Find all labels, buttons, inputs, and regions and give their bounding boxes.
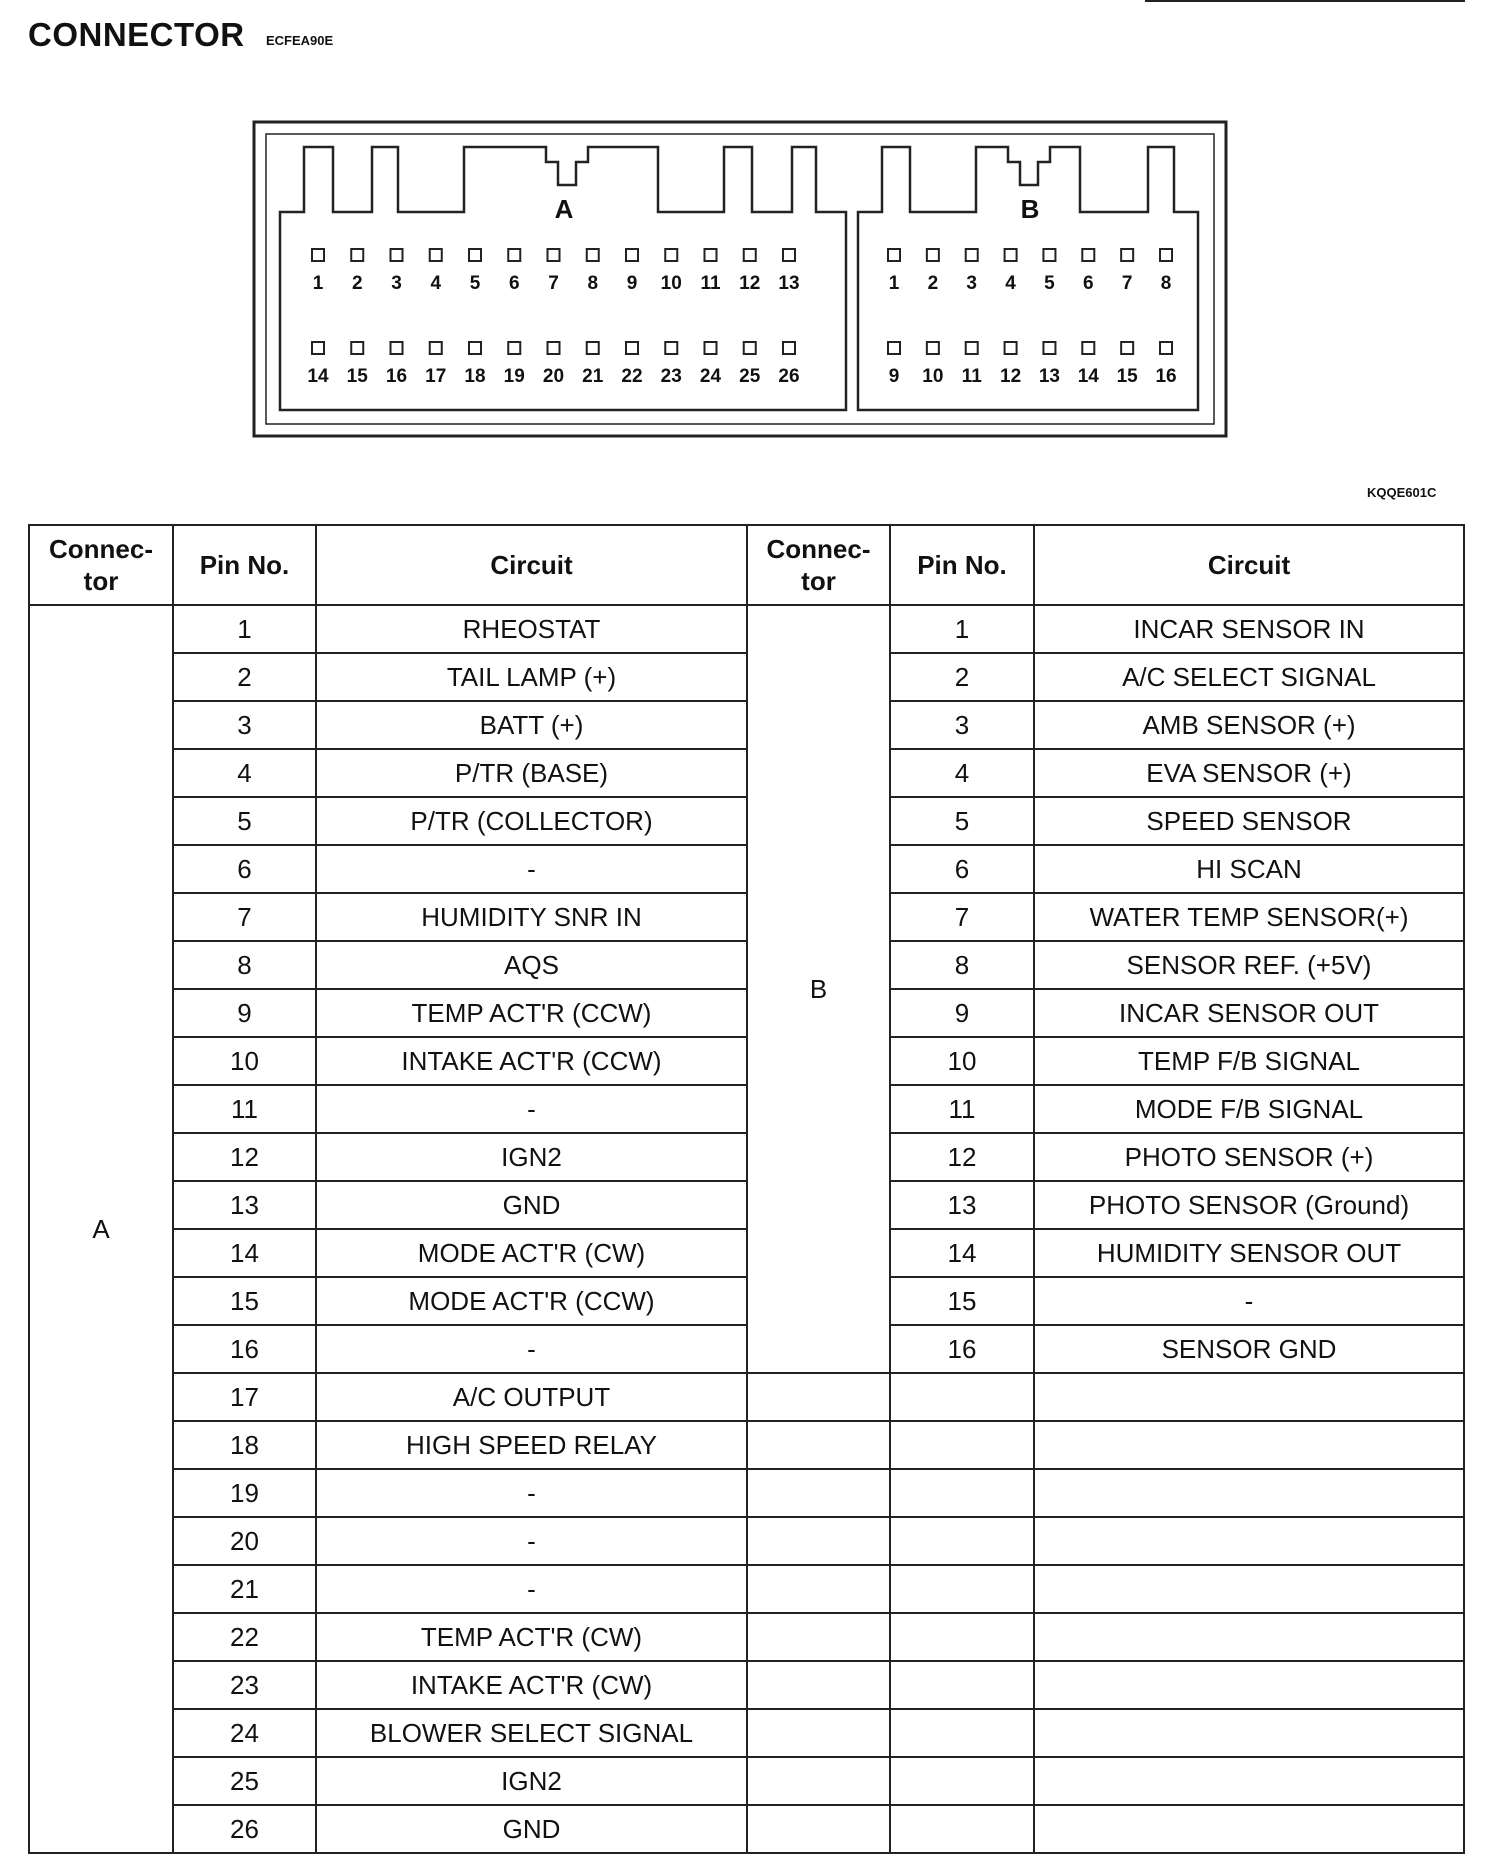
connector-a-pin-socket xyxy=(508,249,520,261)
pin-number-a: 15 xyxy=(173,1277,316,1325)
circuit-a: - xyxy=(316,1517,747,1565)
circuit-b: HUMIDITY SENSOR OUT xyxy=(1034,1229,1464,1277)
pin-table xyxy=(28,524,1465,1854)
pin-number-b: 11 xyxy=(890,1085,1034,1133)
connector-b-pin-number: 12 xyxy=(1000,366,1022,387)
table-row xyxy=(29,1661,1464,1709)
circuit-a: BLOWER SELECT SIGNAL xyxy=(316,1709,747,1757)
connector-a-pin-number: 25 xyxy=(739,366,761,387)
connector-b-pin-number: 4 xyxy=(1005,273,1016,294)
circuit-b: A/C SELECT SIGNAL xyxy=(1034,653,1464,701)
pin-number-b: 6 xyxy=(890,845,1034,893)
empty-pin-cell xyxy=(890,1709,1034,1757)
connector-b-pin-socket xyxy=(888,342,900,354)
pin-number-a: 7 xyxy=(173,893,316,941)
circuit-a: IGN2 xyxy=(316,1757,747,1805)
circuit-a: INTAKE ACT'R (CW) xyxy=(316,1661,747,1709)
pin-number-b: 5 xyxy=(890,797,1034,845)
connector-a-pin-socket xyxy=(548,249,560,261)
connector-a-pin-number: 14 xyxy=(307,366,329,387)
connector-b-pin-socket xyxy=(966,249,978,261)
circuit-b: SPEED SENSOR xyxy=(1034,797,1464,845)
connector-a-pin-number: 7 xyxy=(548,273,559,294)
connector-b-housing xyxy=(858,147,1198,410)
connector-b-pin-number: 5 xyxy=(1044,273,1055,294)
connector-b-pin-number: 14 xyxy=(1077,366,1099,387)
connector-a-pin-socket xyxy=(351,342,363,354)
connector-b-pin-socket xyxy=(927,342,939,354)
pin-number-a: 5 xyxy=(173,797,316,845)
connector-a-pin-socket xyxy=(626,249,638,261)
connector-b-pin-socket xyxy=(1005,342,1017,354)
header-connector-a: Connec- tor xyxy=(29,525,173,605)
table-row xyxy=(29,701,1464,749)
empty-pin-cell xyxy=(890,1517,1034,1565)
circuit-a: - xyxy=(316,1325,747,1373)
table-row xyxy=(29,989,1464,1037)
pin-number-a: 9 xyxy=(173,989,316,1037)
connector-b-cell: B xyxy=(747,605,890,1373)
connector-b-pin-number: 16 xyxy=(1155,366,1177,387)
connector-a-pin-number: 12 xyxy=(739,273,761,294)
connector-b-pin-socket xyxy=(888,249,900,261)
connector-b-pin-socket xyxy=(1005,249,1017,261)
circuit-a: A/C OUTPUT xyxy=(316,1373,747,1421)
pin-number-b: 10 xyxy=(890,1037,1034,1085)
empty-connector-cell xyxy=(747,1517,890,1565)
table-row xyxy=(29,845,1464,893)
pin-number-a: 26 xyxy=(173,1805,316,1853)
connector-b-pin-socket xyxy=(1121,342,1133,354)
table-row xyxy=(29,1085,1464,1133)
table-row xyxy=(29,1229,1464,1277)
circuit-b: TEMP F/B SIGNAL xyxy=(1034,1037,1464,1085)
empty-circuit-cell xyxy=(1034,1565,1464,1613)
circuit-a: TAIL LAMP (+) xyxy=(316,653,747,701)
circuit-b: AMB SENSOR (+) xyxy=(1034,701,1464,749)
connector-a-pin-socket xyxy=(469,342,481,354)
circuit-a: - xyxy=(316,1565,747,1613)
circuit-a: BATT (+) xyxy=(316,701,747,749)
pin-number-b: 14 xyxy=(890,1229,1034,1277)
table-row xyxy=(29,1709,1464,1757)
table-row xyxy=(29,1133,1464,1181)
table-row xyxy=(29,1421,1464,1469)
circuit-a: - xyxy=(316,1085,747,1133)
empty-connector-cell xyxy=(747,1757,890,1805)
connector-a-pin-number: 26 xyxy=(778,366,800,387)
connector-a-pin-socket xyxy=(744,342,756,354)
empty-pin-cell xyxy=(890,1421,1034,1469)
circuit-b: MODE F/B SIGNAL xyxy=(1034,1085,1464,1133)
empty-connector-cell xyxy=(747,1661,890,1709)
pin-number-a: 23 xyxy=(173,1661,316,1709)
table-row xyxy=(29,893,1464,941)
table-row xyxy=(29,605,1464,653)
connector-a-pin-socket xyxy=(548,342,560,354)
empty-connector-cell xyxy=(747,1373,890,1421)
connector-b-pin-number: 8 xyxy=(1160,273,1172,294)
connector-b-pin-number: 15 xyxy=(1116,366,1138,387)
empty-connector-cell xyxy=(747,1565,890,1613)
circuit-b: EVA SENSOR (+) xyxy=(1034,749,1464,797)
empty-connector-cell xyxy=(747,1613,890,1661)
connector-a-pin-socket xyxy=(744,249,756,261)
connector-b-pin-socket xyxy=(1043,249,1055,261)
pin-number-a: 19 xyxy=(173,1469,316,1517)
pin-number-a: 14 xyxy=(173,1229,316,1277)
empty-circuit-cell xyxy=(1034,1661,1464,1709)
connector-a-pin-number: 20 xyxy=(542,366,565,387)
circuit-b: SENSOR REF. (+5V) xyxy=(1034,941,1464,989)
connector-a-pin-number: 3 xyxy=(391,273,402,294)
connector-b-label: B xyxy=(1020,194,1040,224)
connector-b-pin-number: 1 xyxy=(888,273,900,294)
table-row xyxy=(29,941,1464,989)
pin-number-a: 8 xyxy=(173,941,316,989)
connector-b-pin-socket xyxy=(1082,249,1094,261)
connector-b-pin-number: 7 xyxy=(1121,273,1133,294)
header-pin-b: Pin No. xyxy=(890,525,1034,605)
pin-number-a: 13 xyxy=(173,1181,316,1229)
connector-a-pin-number: 13 xyxy=(778,273,800,294)
connector-a-pin-socket xyxy=(705,249,717,261)
circuit-b: INCAR SENSOR OUT xyxy=(1034,989,1464,1037)
pin-number-b: 13 xyxy=(890,1181,1034,1229)
empty-pin-cell xyxy=(890,1805,1034,1853)
circuit-a: TEMP ACT'R (CW) xyxy=(316,1613,747,1661)
circuit-a: - xyxy=(316,845,747,893)
circuit-b: PHOTO SENSOR (Ground) xyxy=(1034,1181,1464,1229)
connector-a-pin-socket xyxy=(391,249,403,261)
pin-number-a: 6 xyxy=(173,845,316,893)
table-row xyxy=(29,797,1464,845)
empty-connector-cell xyxy=(747,1709,890,1757)
connector-a-pin-socket xyxy=(587,249,599,261)
empty-circuit-cell xyxy=(1034,1709,1464,1757)
connector-a-pin-number: 1 xyxy=(312,273,324,294)
connector-a-pin-socket xyxy=(430,249,442,261)
pin-number-b: 1 xyxy=(890,605,1034,653)
circuit-a: HIGH SPEED RELAY xyxy=(316,1421,747,1469)
circuit-b: SENSOR GND xyxy=(1034,1325,1464,1373)
pin-number-a: 12 xyxy=(173,1133,316,1181)
document-code: ECFEA90E xyxy=(266,33,334,48)
connector-a-pin-number: 18 xyxy=(464,366,486,387)
empty-circuit-cell xyxy=(1034,1373,1464,1421)
pin-number-a: 11 xyxy=(173,1085,316,1133)
pin-number-a: 2 xyxy=(173,653,316,701)
empty-connector-cell xyxy=(747,1421,890,1469)
connector-a-pin-socket xyxy=(587,342,599,354)
pin-number-b: 12 xyxy=(890,1133,1034,1181)
pin-number-a: 25 xyxy=(173,1757,316,1805)
header-connector-b: Connec- tor xyxy=(747,525,890,605)
circuit-b: PHOTO SENSOR (+) xyxy=(1034,1133,1464,1181)
header-circuit-a: Circuit xyxy=(316,525,747,605)
empty-connector-cell xyxy=(747,1469,890,1517)
connector-b-pin-socket xyxy=(1121,249,1133,261)
circuit-a: P/TR (BASE) xyxy=(316,749,747,797)
table-row xyxy=(29,1037,1464,1085)
table-header-row xyxy=(29,525,1464,605)
connector-a-pin-number: 15 xyxy=(346,366,368,387)
connector-a-pin-number: 4 xyxy=(430,273,442,294)
pin-number-b: 16 xyxy=(890,1325,1034,1373)
empty-pin-cell xyxy=(890,1757,1034,1805)
circuit-a: GND xyxy=(316,1181,747,1229)
connector-a-pin-number: 22 xyxy=(621,366,643,387)
pin-number-a: 4 xyxy=(173,749,316,797)
connector-a-pin-socket xyxy=(508,342,520,354)
connector-a-pin-socket xyxy=(705,342,717,354)
connector-b-pin-socket xyxy=(1160,249,1172,261)
connector-b-pin-number: 6 xyxy=(1083,273,1094,294)
empty-pin-cell xyxy=(890,1613,1034,1661)
connector-a-pin-number: 17 xyxy=(425,366,447,387)
circuit-a: RHEOSTAT xyxy=(316,605,747,653)
connector-a-pin-number: 16 xyxy=(385,366,408,387)
table-row xyxy=(29,1517,1464,1565)
circuit-a: TEMP ACT'R (CCW) xyxy=(316,989,747,1037)
empty-circuit-cell xyxy=(1034,1613,1464,1661)
connector-a-pin-socket xyxy=(312,342,324,354)
circuit-a: P/TR (COLLECTOR) xyxy=(316,797,747,845)
pin-number-a: 22 xyxy=(173,1613,316,1661)
pin-number-a: 3 xyxy=(173,701,316,749)
pin-number-a: 24 xyxy=(173,1709,316,1757)
connector-diagram xyxy=(0,0,1504,470)
table-row xyxy=(29,1757,1464,1805)
circuit-a: IGN2 xyxy=(316,1133,747,1181)
table-row xyxy=(29,653,1464,701)
pin-number-b: 8 xyxy=(890,941,1034,989)
pin-number-a: 17 xyxy=(173,1373,316,1421)
pin-number-a: 20 xyxy=(173,1517,316,1565)
pin-number-a: 16 xyxy=(173,1325,316,1373)
circuit-a: MODE ACT'R (CCW) xyxy=(316,1277,747,1325)
connector-a-pin-number: 21 xyxy=(582,366,604,387)
connector-a-pin-number: 5 xyxy=(469,273,481,294)
connector-a-pin-number: 2 xyxy=(351,273,363,294)
connector-b-pin-number: 11 xyxy=(961,366,982,387)
connector-a-label: A xyxy=(554,194,574,224)
table-row xyxy=(29,1565,1464,1613)
circuit-a: HUMIDITY SNR IN xyxy=(316,893,747,941)
pin-number-b: 15 xyxy=(890,1277,1034,1325)
connector-a-pin-socket xyxy=(469,249,481,261)
connector-a-pin-socket xyxy=(783,249,795,261)
connector-a-pin-number: 19 xyxy=(503,366,525,387)
connector-b-pin-socket xyxy=(1043,342,1055,354)
connector-a-pin-socket xyxy=(351,249,363,261)
pin-number-a: 18 xyxy=(173,1421,316,1469)
connector-b-pin-number: 10 xyxy=(922,366,944,387)
connector-b-pin-number: 2 xyxy=(927,273,939,294)
connector-a-pin-socket xyxy=(430,342,442,354)
connector-b-pin-socket xyxy=(1082,342,1094,354)
connector-a-pin-socket xyxy=(391,342,403,354)
table-row xyxy=(29,1613,1464,1661)
pin-number-a: 21 xyxy=(173,1565,316,1613)
table-row xyxy=(29,749,1464,797)
connector-a-pin-socket xyxy=(626,342,638,354)
pin-number-a: 1 xyxy=(173,605,316,653)
empty-pin-cell xyxy=(890,1661,1034,1709)
empty-circuit-cell xyxy=(1034,1517,1464,1565)
page-title: CONNECTOR xyxy=(28,16,245,53)
circuit-a: AQS xyxy=(316,941,747,989)
connector-b-pin-socket xyxy=(1160,342,1172,354)
empty-connector-cell xyxy=(747,1805,890,1853)
pin-number-b: 9 xyxy=(890,989,1034,1037)
connector-b-pin-number: 3 xyxy=(966,273,978,294)
connector-b-pin-number: 13 xyxy=(1038,366,1061,387)
connector-a-pin-socket xyxy=(783,342,795,354)
connector-a-cell: A xyxy=(29,605,173,1853)
pin-number-b: 3 xyxy=(890,701,1034,749)
connector-a-pin-number: 9 xyxy=(626,273,638,294)
circuit-a: INTAKE ACT'R (CCW) xyxy=(316,1037,747,1085)
circuit-a: - xyxy=(316,1469,747,1517)
connector-a-pin-socket xyxy=(665,249,677,261)
pin-number-a: 10 xyxy=(173,1037,316,1085)
empty-circuit-cell xyxy=(1034,1757,1464,1805)
table-row xyxy=(29,1277,1464,1325)
connector-a-pin-number: 8 xyxy=(587,273,599,294)
table-row xyxy=(29,1805,1464,1853)
empty-pin-cell xyxy=(890,1469,1034,1517)
table-row xyxy=(29,1373,1464,1421)
empty-circuit-cell xyxy=(1034,1421,1464,1469)
empty-pin-cell xyxy=(890,1565,1034,1613)
connector-a-pin-socket xyxy=(665,342,677,354)
connector-a-pin-number: 23 xyxy=(660,366,682,387)
empty-circuit-cell xyxy=(1034,1805,1464,1853)
header-circuit-b: Circuit xyxy=(1034,525,1464,605)
circuit-b: - xyxy=(1034,1277,1464,1325)
header-pin-a: Pin No. xyxy=(173,525,316,605)
empty-circuit-cell xyxy=(1034,1469,1464,1517)
connector-b-pin-socket xyxy=(927,249,939,261)
circuit-a: GND xyxy=(316,1805,747,1853)
table-row xyxy=(29,1181,1464,1229)
table-row xyxy=(29,1325,1464,1373)
circuit-b: HI SCAN xyxy=(1034,845,1464,893)
table-row xyxy=(29,1469,1464,1517)
pin-number-b: 4 xyxy=(890,749,1034,797)
pin-number-b: 7 xyxy=(890,893,1034,941)
pin-number-b: 2 xyxy=(890,653,1034,701)
circuit-b: INCAR SENSOR IN xyxy=(1034,605,1464,653)
connector-a-pin-number: 10 xyxy=(660,273,682,294)
connector-a-pin-socket xyxy=(312,249,324,261)
connector-b-pin-socket xyxy=(966,342,978,354)
connector-a-pin-number: 11 xyxy=(700,273,721,294)
circuit-b: WATER TEMP SENSOR(+) xyxy=(1034,893,1464,941)
figure-code: KQQE601C xyxy=(1367,485,1437,500)
empty-pin-cell xyxy=(890,1373,1034,1421)
connector-b-pin-number: 9 xyxy=(888,366,900,387)
circuit-a: MODE ACT'R (CW) xyxy=(316,1229,747,1277)
connector-a-pin-number: 6 xyxy=(508,273,520,294)
connector-a-pin-number: 24 xyxy=(699,366,722,387)
